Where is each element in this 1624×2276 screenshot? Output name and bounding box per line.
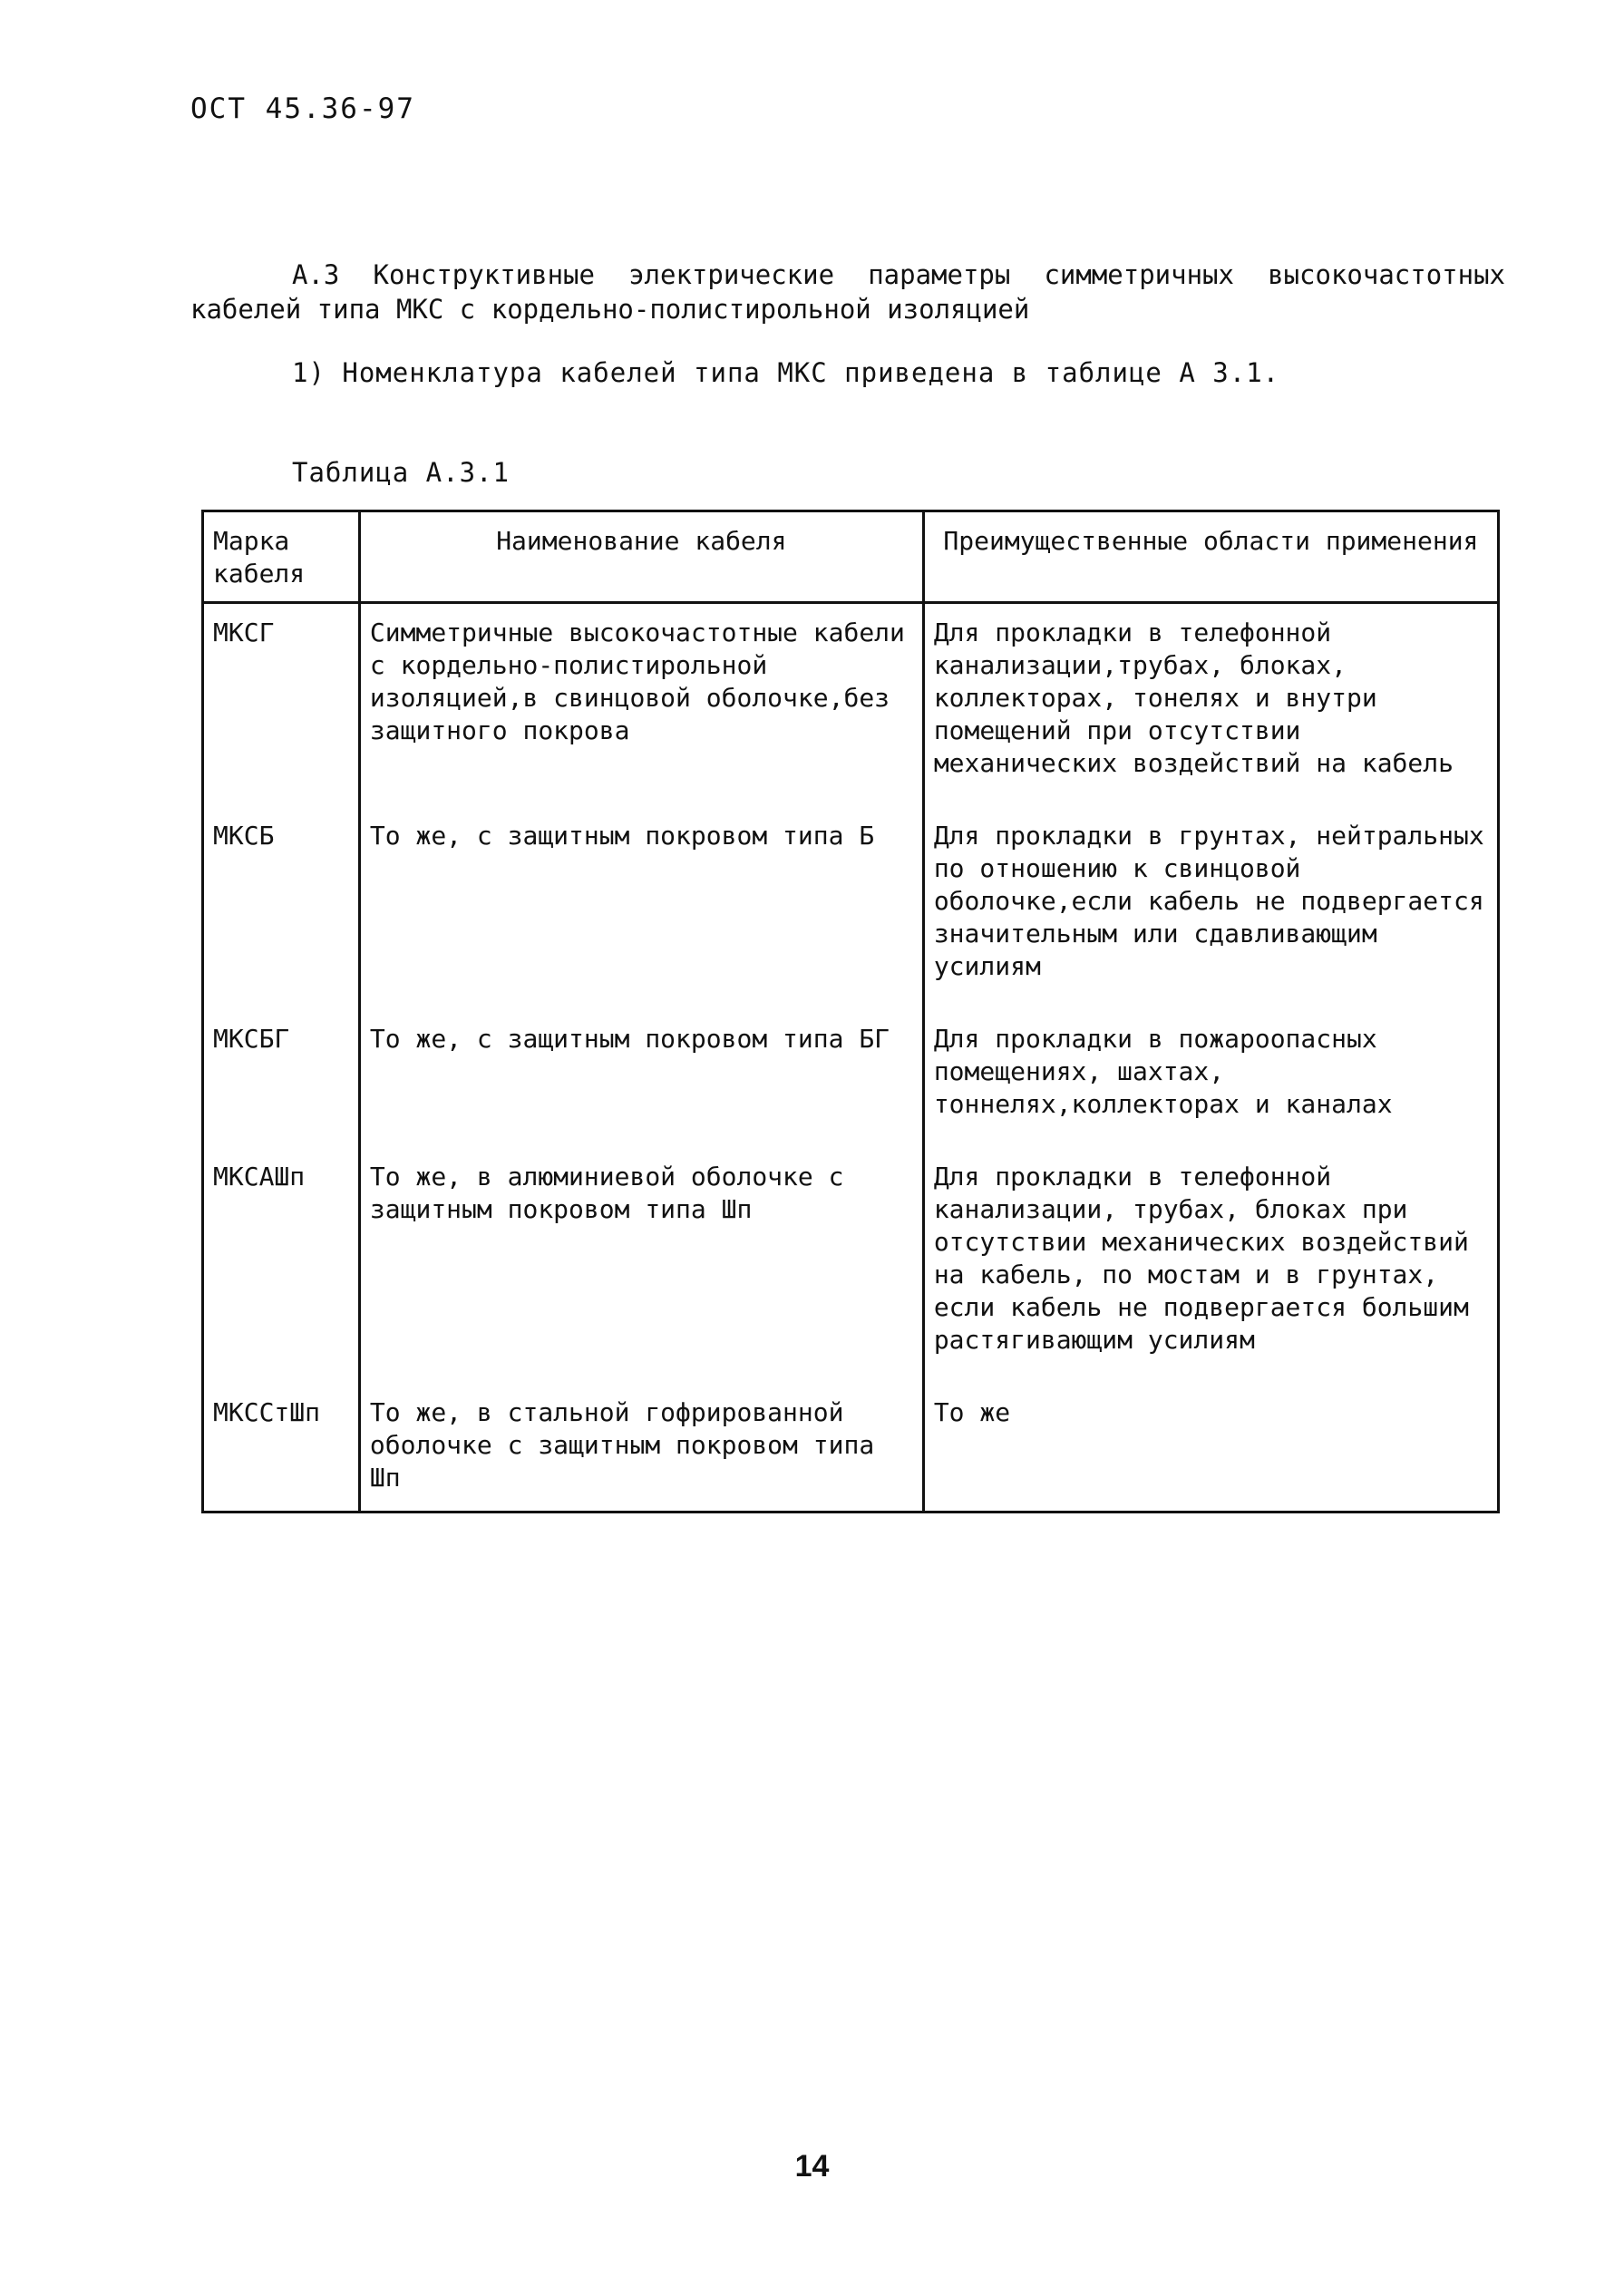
- cell-application: Для прокладки в телефонной канализации,трубах, блоках, коллекторах, тонелях и внутри помещений при отсутствии механических воздействий на кабель: [923, 603, 1498, 808]
- cell-name: Симметричные высокочастотные кабели с кордельно-полистирольной изоляцией,в свинцовой оболочке,без защитного покрова: [359, 603, 923, 808]
- table-row: [203, 807, 1499, 1010]
- intro-paragraph: 1) Номенклатура кабелей типа МКС приведена в таблице А 3.1.: [292, 357, 1280, 388]
- cell-application: Для прокладки в грунтах, нейтральных по отношению к свинцовой оболочке,если кабель не подвергается значительным или сдавливающим усилиям: [923, 807, 1498, 1010]
- table-body: [203, 603, 1499, 1512]
- table-row: [203, 1148, 1499, 1384]
- cell-mark: МКССтШп: [203, 1384, 360, 1512]
- cell-mark: МКСАШп: [203, 1148, 360, 1384]
- cell-name: То же, с защитным покровом типа Б: [359, 807, 923, 1010]
- cell-application: Для прокладки в пожароопасных помещениях, шахтах, тоннелях,коллекторах и каналах: [923, 1010, 1498, 1148]
- table-caption: Таблица А.3.1: [292, 457, 510, 488]
- table-row: [203, 1010, 1499, 1148]
- cell-name: То же, в стальной гофрированной оболочке с защитным покровом типа Шп: [359, 1384, 923, 1512]
- header-name: Наименование кабеля: [359, 511, 923, 603]
- table-header: [203, 511, 1499, 603]
- section-heading: А.3 Конструктивные электрические параметры симметричных высокочастотных кабелей типа МКС с кордельно-полистирольной изоляцией: [190, 259, 1505, 325]
- cell-name: То же, с защитным покровом типа БГ: [359, 1010, 923, 1148]
- cell-application: Для прокладки в телефонной канализации, трубах, блоках при отсутствии механических воздействий на кабель, по мостам и в грунтах, если кабель не подвергается большим растягивающим усилиям: [923, 1148, 1498, 1384]
- cell-application: То же: [923, 1384, 1498, 1512]
- document-code: ОСТ 45.36-97: [190, 92, 415, 125]
- table-row: [203, 1384, 1499, 1512]
- header-application: Преимущественные области применения: [923, 511, 1498, 603]
- table-row: [203, 603, 1499, 808]
- cell-mark: МКСГ: [203, 603, 360, 808]
- cell-name: То же, в алюминиевой оболочке с защитным покровом типа Шп: [359, 1148, 923, 1384]
- header-mark: Марка кабеля: [203, 511, 360, 603]
- cell-mark: МКСБ: [203, 807, 360, 1010]
- header-row: [203, 511, 1499, 603]
- page-number: 14: [794, 2149, 830, 2184]
- cable-nomenclature-table: [201, 510, 1500, 1513]
- cell-mark: МКСБГ: [203, 1010, 360, 1148]
